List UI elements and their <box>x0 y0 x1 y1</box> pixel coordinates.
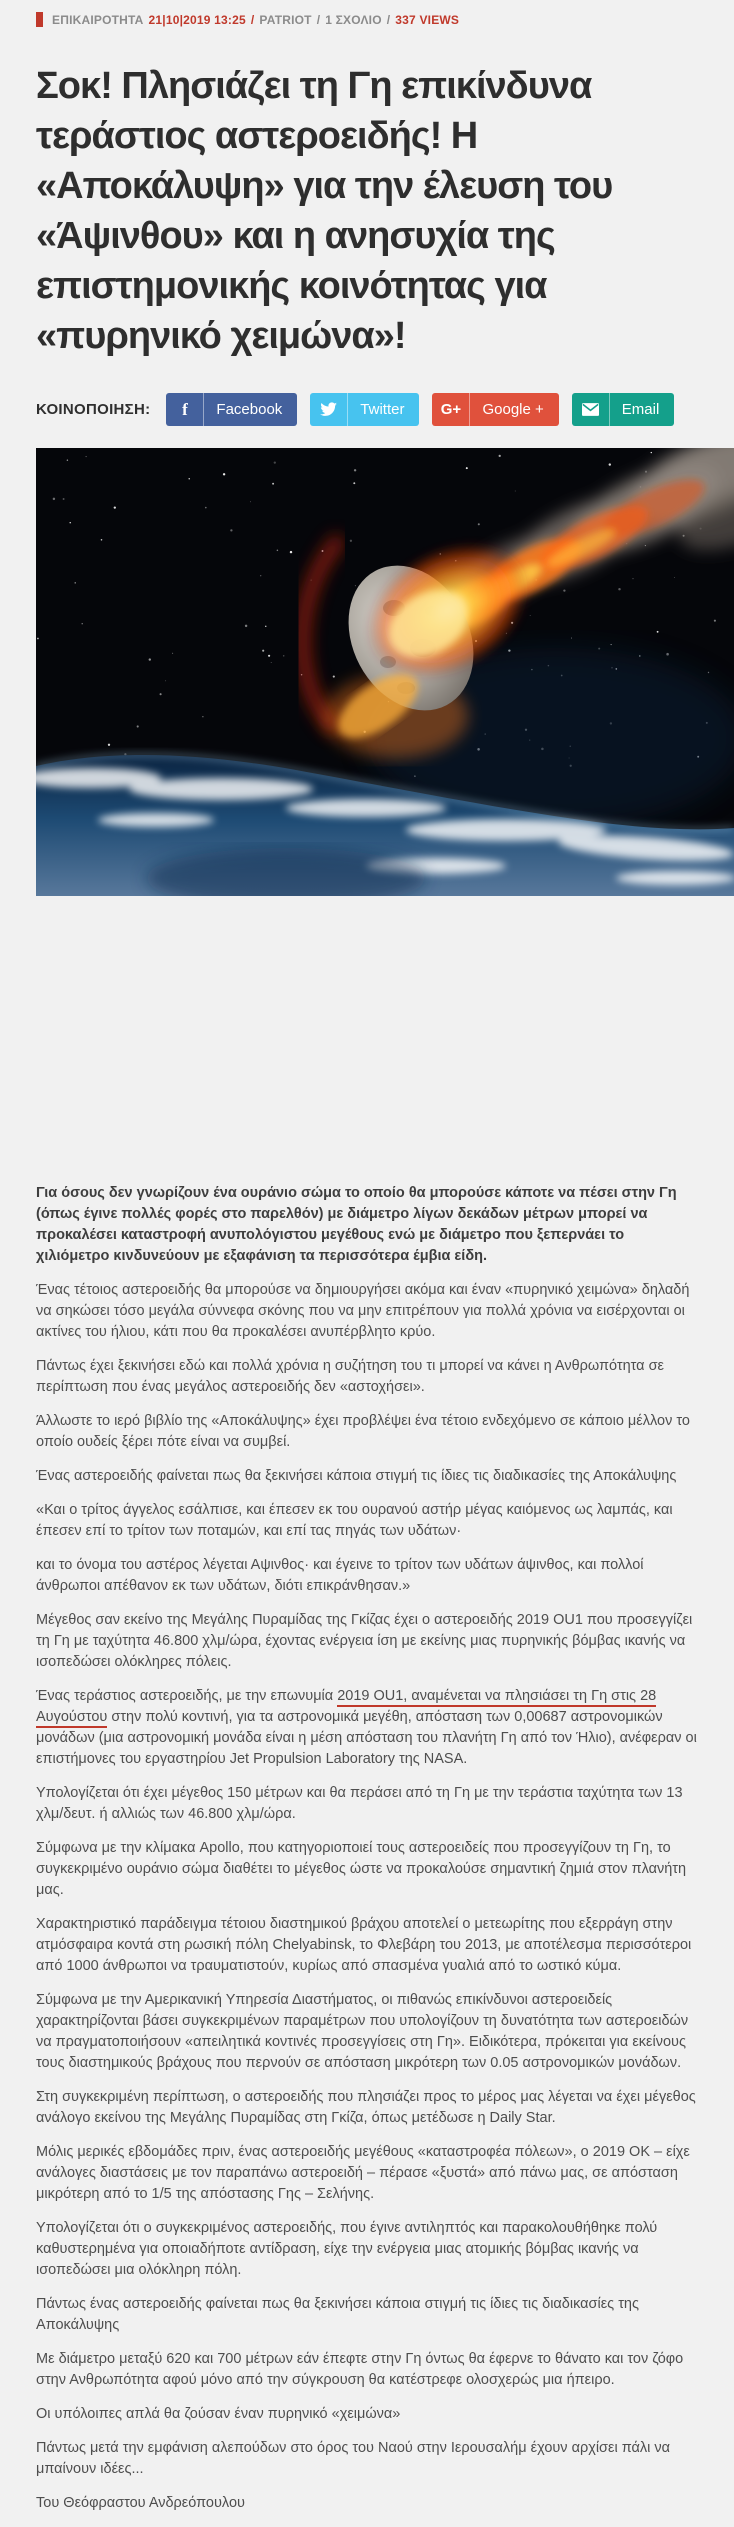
meta-separator: / <box>250 12 255 27</box>
article-meta <box>36 0 700 27</box>
article-paragraph: Χαρακτηριστικό παράδειγμα τέτοιου διαστημικού βράχου αποτελεί ο μετεωρίτης που εξερράγη στην ατμόσφαιρα κοντά στη ρωσική πόλη Chelyabinsk, το Φλεβάρη του 2013, με αποτέλεσμα περισσότεροι από 1000 άνθρωποι να τραυματιστούν, κυρίως από σπασμένα γυαλιά από το ωστικό κύμα. <box>36 1916 692 1974</box>
article-paragraph: Σύμφωνα με την Αμερικανική Υπηρεσία Διαστήματος, οι πιθανώς επικίνδυνοι αστεροειδείς χαρακτηρίζονται βάσει συγκεκριμένων παραμέτρων που υπολογίζουν τη δυνατότητα των αστεροειδών να πραγματοποιήσουν «απειλητικά κοντινές προσεγγίσεις στη Γη». Ειδικότερα, πρόκειται για εκείνους τους διαστημικούς βράχους που περνούν σε απόσταση μικρότερη των 0.05 αστρονομικών μονάδων. <box>36 1992 689 2071</box>
twitter-bird-icon <box>310 393 348 426</box>
share-facebook-button[interactable] <box>166 393 297 426</box>
share-twitter-button[interactable] <box>310 393 419 426</box>
author-name: PATRIOT <box>259 12 312 27</box>
meta-separator: / <box>316 12 321 27</box>
article-paragraph: και το όνομα του αστέρος λέγεται Αψινθος· και έγεινε το τρίτον των υδάτων άψινθος, και πολλοί άνθρωποι απέθανον εκ των υδάτων, διότι επικράνθησαν.» <box>36 1557 644 1594</box>
category-link[interactable]: ΕΠΙΚΑΙΡΟΤΗΤΑ <box>52 12 144 27</box>
asteroid-approach-link[interactable]: 2019 OU1, αναμένεται να πλησιάσει τη Γη στις 28 Αυγούστου <box>36 1688 656 1728</box>
views-count: 337 VIEWS <box>395 12 460 27</box>
publish-datetime: 21|10|2019 13:25 <box>148 12 246 27</box>
article-paragraph: Υπολογίζεται ότι ο συγκεκριμένος αστεροειδής, που έγινε αντιληπτός και παρακολουθήθηκε πολύ καθυστερημένα για οποιαδήποτε αντίδραση, είχε την ενέργεια μιας ατομικής βόμβας ικανής να ισοπεδώσει μια ολόκληρη πόλη. <box>36 2220 658 2278</box>
meta-separator: / <box>386 12 391 27</box>
article-headline: Σοκ! Πλησιάζει τη Γη επικίνδυνα τεράστιος αστεροειδής! Η «Αποκάλυψη» για την έλευση του «Άψινθου» και η ανησυχία της επιστημονικής κοινότητας για «πυρηνικό χειμώνα»! <box>36 65 613 357</box>
article-paragraph: Μέγεθος σαν εκείνο της Μεγάλης Πυραμίδας της Γκίζας έχει ο αστεροειδής 2019 OU1 που προσεγγίζει τη Γη με ταχύτητα 46.800 χλμ/ώρα, έχοντας ενέργεια ίση με εκείνης μιας πυρηνικής βόμβας ικανής να ισοπεδώσει ολόκληρες πόλεις. <box>36 1612 693 1670</box>
category-marker <box>36 12 43 27</box>
article-paragraph: Στη συγκεκριμένη περίπτωση, ο αστεροειδής που πλησιάζει προς το μέρος μας λέγεται να έχει μέγεθος ανάλογο εκείνου της Μεγάλης Πυραμίδας στη Γκίζα, όπως μετέδωσε η Daily Star. <box>36 2089 696 2126</box>
article-byline: Του Θεόφραστου Ανδρεόπουλου <box>36 2495 245 2511</box>
article-paragraph: Πάντως έχει ξεκινήσει εδώ και πολλά χρόνια η συζήτηση του τι μπορεί να κάνει η Ανθρωπότητα σε περίπτωση που ένας μεγάλος αστεροειδής δεν «αστοχήσει». <box>36 1358 665 1395</box>
google-plus-icon: G+ <box>432 393 470 426</box>
facebook-f-icon: f <box>166 393 204 426</box>
article-paragraph: Πάντως ένας αστεροειδής φαίνεται πως θα ξεκινήσει κάποια στιγμή τις ίδιες τις διαδικασίες της Αποκάλυψης <box>36 2296 639 2333</box>
article-paragraph: Πάντως μετά την εμφάνιση αλεπούδων στο όρος του Ναού στην Ιερουσαλήμ έχουν αρχίσει πάλι να μπαίνουν ιδέες... <box>36 2440 671 2477</box>
article-header <box>0 0 734 426</box>
article-paragraph: Για όσους δεν γνωρίζουν ένα ουράνιο σώμα το οποίο θα μπορούσε κάποτε να πέσει στην Γη (όπως έγινε πολλές φορές στο παρελθόν) με διάμετρο λίγων δεκάδων μέτρων μπορεί να προκαλέσει καταστροφή ανυπολόγιστου μεγέθους ενώ με διάμετρο που ξεπερνάει το χιλιόμετρο κινδυνεύουν με εξαφάνιση τα περισσότερα έμβια είδη. <box>36 1185 677 1264</box>
share-button-label: Twitter <box>360 401 405 418</box>
article-paragraph: Άλλωστε το ιερό βιβλίο της «Αποκάλυψης» έχει προβλέψει ένα τέτοιο ενδεχόμενο σε κάποιο μέλλον το οποίο ουδείς ξέρει πότε είναι να συμβεί. <box>36 1413 690 1450</box>
share-bar <box>36 393 700 426</box>
share-button-label: Google + <box>482 401 544 418</box>
share-googleplus-button[interactable] <box>432 393 558 426</box>
comments-count-link[interactable]: 1 ΣΧΟΛΙΟ <box>325 12 382 27</box>
share-email-button[interactable] <box>572 393 675 426</box>
envelope-icon <box>572 393 610 426</box>
article-paragraph: Ένας τεράστιος αστεροειδής, με την επωνυμία 2019 OU1, αναμένεται να πλησιάσει τη Γη στις 28 Αυγούστου στην πολύ κοντινή, για τα αστρονομικά μεγέθη, απόσταση των 0,00687 αστρονομικών μονάδων (μια αστρονομική μονάδα είναι η μέση απόσταση του πλανήτη Γη από τον Ήλιο), ανέφεραν οι επιστήμονες του εργαστηρίου Jet Propulsion Laboratory της NASA. <box>36 1688 697 1767</box>
share-button-label: Email <box>621 401 660 418</box>
article-paragraph: Μόλις μερικές εβδομάδες πριν, ένας αστεροειδής μεγέθους «καταστροφέα πόλεων», ο 2019 OK – είχε ανάλογες διαστάσεις με τον παραπάνω αστεροειδή – πέρασε «ξυστά» από πάνω μας, σε απόσταση μικρότερη από το 1/5 της απόστασης Γης – Σελήνης. <box>36 2144 690 2202</box>
article-paragraph: Ένας αστεροειδής φαίνεται πως θα ξεκινήσει κάποια στιγμή τις ίδιες τις διαδικασίες της Αποκάλυψης <box>36 1468 677 1484</box>
article-paragraph: Σύμφωνα με την κλίμακα Apollo, που κατηγοριοποιεί τους αστεροειδείς που προσεγγίζουν τη Γη, το συγκεκριμένο ουράνιο σώμα διαθέτει το μέγεθος ώστε να προκαλούσε σημαντική ζημιά στον πλανήτη μας. <box>36 1840 687 1898</box>
article-paragraph: Οι υπόλοιπες απλά θα ζούσαν έναν πυρηνικό «χειμώνα» <box>36 2406 401 2422</box>
article-hero-image <box>36 448 734 896</box>
empty-ad-slot <box>0 896 734 1183</box>
article-body <box>0 1183 734 2514</box>
article-paragraph: «Και ο τρίτος άγγελος εσάλπισε, και έπεσεν εκ του ουρανού αστήρ μέγας καιόμενος ως λαμπάς, και έπεσεν επί το τρίτον των ποταμών, και επί τας πηγάς των υδάτων· <box>36 1502 673 1539</box>
share-button-label: Facebook <box>216 401 283 418</box>
article-paragraph: Υπολογίζεται ότι έχει μέγεθος 150 μέτρων και θα περάσει από τη Γη με την τεράστια ταχύτητα των 13 χλμ/δευτ. ή αλλιώς των 46.800 χλμ/ώρα. <box>36 1785 683 1822</box>
article-paragraph: Ένας τέτοιος αστεροειδής θα μπορούσε να δημιουργήσει ακόμα και έναν «πυρηνικό χειμώνα» δηλαδή να σηκώσει τόσο μεγάλα σύννεφα σκόνης που να μην επιτρέπουν για πολλά χρόνια να εισέρχονται οι ακτίνες του ήλιου, κάτι που θα προκαλέσει ανυπέρβλητο κρύο. <box>36 1282 690 1340</box>
article-paragraph: Με διάμετρο μεταξύ 620 και 700 μέτρων εάν έπεφτε στην Γη όντως θα έφερνε το θάνατο και τον ζόφο στην Ανθρωπότητα αφού μόνο από την σύγκρουση θα κατέστρεφε ολοσχερώς μια ήπειρο. <box>36 2351 684 2388</box>
share-label: ΚΟΙΝΟΠΟΙΗΣΗ: <box>36 401 151 418</box>
